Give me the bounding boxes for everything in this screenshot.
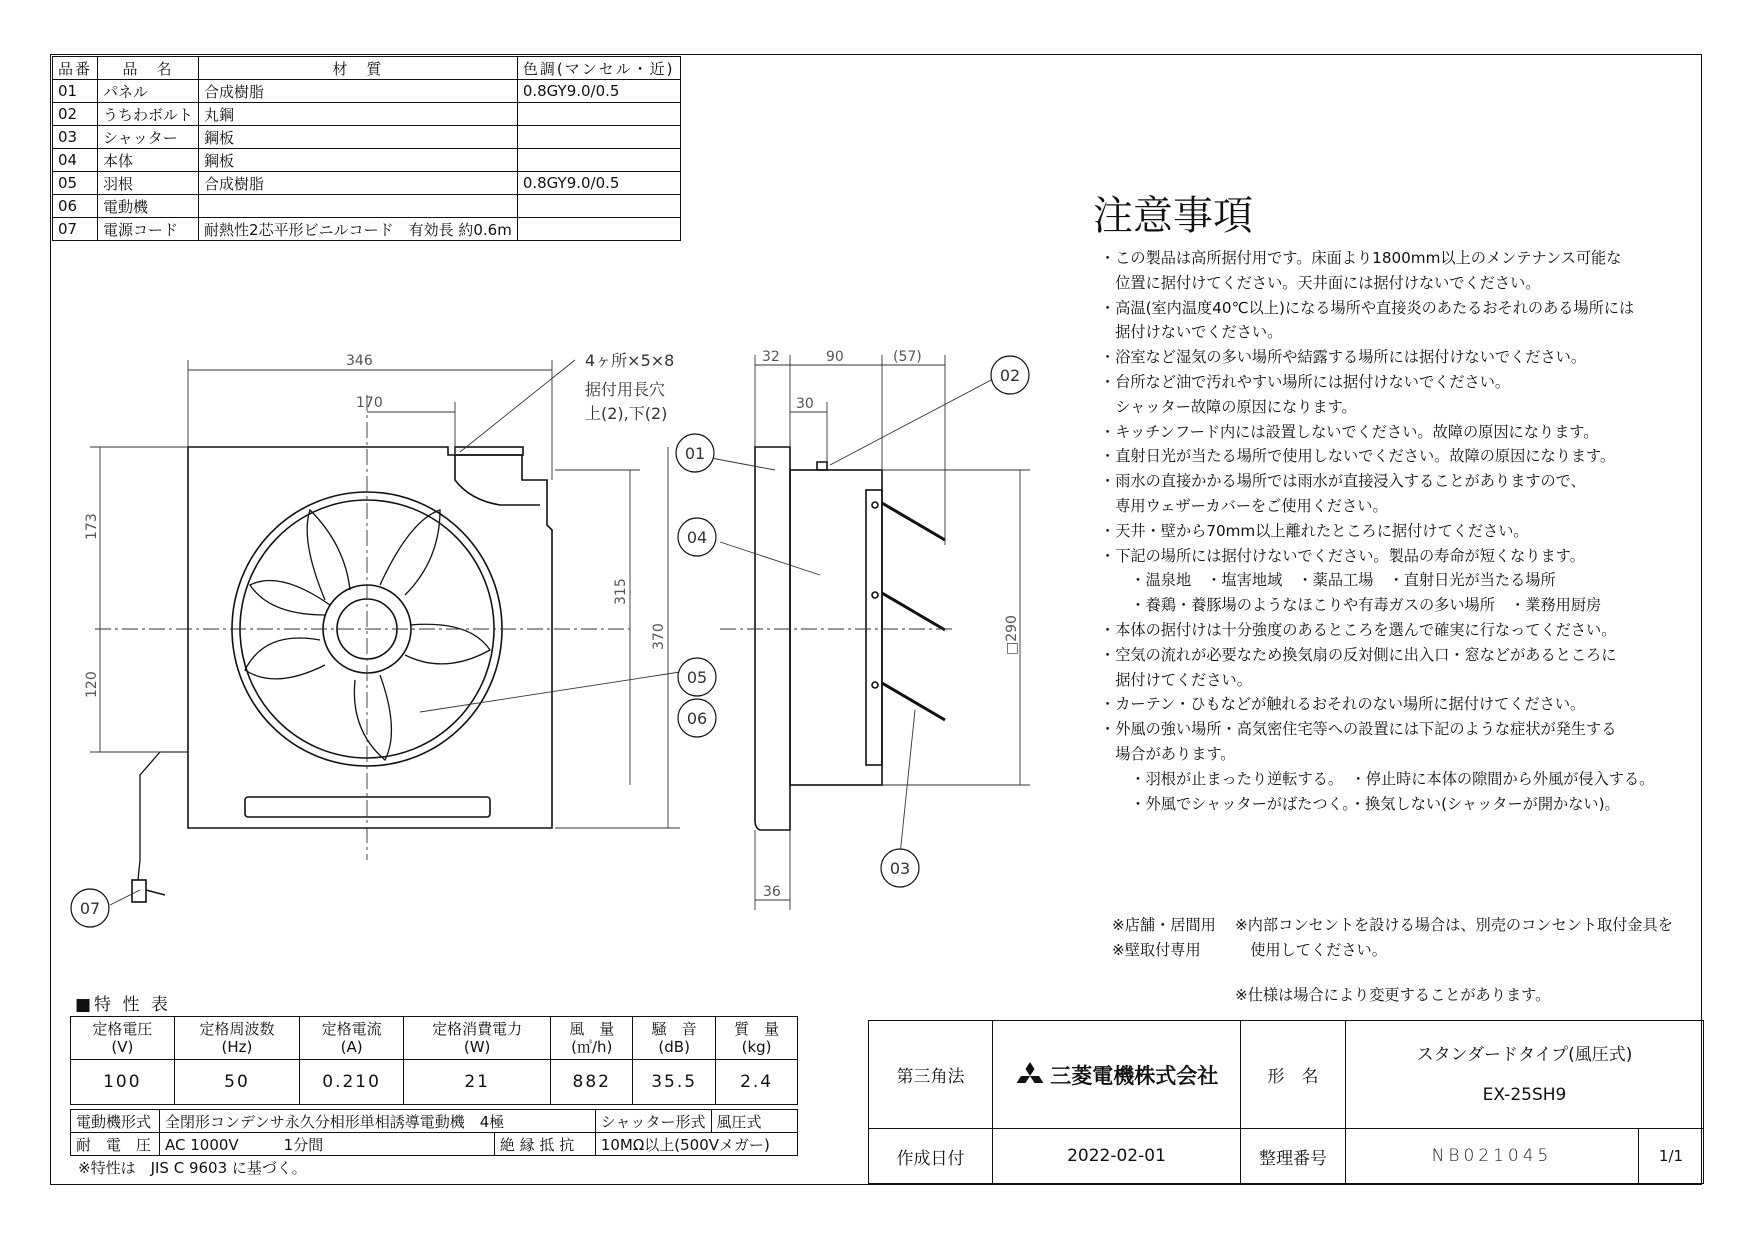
spec-change-note: ※仕様は場合により変更することがあります。 [1235,986,1551,1004]
spec-header-name: 定格周波数 [199,1020,275,1038]
header-part-no: 品番 [53,57,98,80]
spec-header-unit: (W) [463,1038,491,1056]
spec-header-name: 定格電圧 [92,1020,153,1038]
product-name: スタンダードタイプ(風圧式) [1416,1044,1633,1065]
shutter-label: シャッター形式 [595,1110,711,1133]
callout-03: 03 [889,859,911,878]
note-line: ・高温(室内温度40℃以上)になる場所や直接炎のあたるおそれのある場所には [1100,298,1635,317]
note-line: シャッター故障の原因になります。 [1100,397,1357,416]
spec-header-name: 定格消費電力 [432,1020,523,1038]
part-material: 合成樹脂 [199,172,518,195]
shutter-blades [882,503,945,720]
callout-07: 07 [79,899,101,918]
insulation-value: 10MΩ以上(500Vメガー) [595,1133,797,1156]
note-line: ・空気の流れが必要なため換気扇の反対側に出入口・窓などがあるところに [1100,645,1617,664]
note-line: 専用ウェザーカバーをご使用ください。 [1100,496,1388,515]
part-name: シャッター [98,126,199,149]
part-name: パネル [98,80,199,103]
notes-title: 注意事項 [1093,193,1253,239]
fan-blades [245,510,490,760]
outlet-note-1: ※内部コンセントを設ける場合は、別売のコンセント取付金具を [1235,916,1673,934]
spec-header-cell [300,1017,404,1060]
dim-370: 370 [651,623,667,650]
company-logo [993,1021,1241,1129]
note-line: 据付けてください。 [1100,670,1252,689]
spec-header-unit: (Hz) [221,1038,253,1056]
note-line: 場合があります。 [1100,744,1236,763]
spec-value-cell: 0.210 [300,1060,404,1105]
spec-header-unit: (㎥/h) [571,1038,613,1056]
motor-value: 全閉形コンデンサ永久分相形単相誘導電動機 4極 [160,1110,596,1133]
part-color: 0.8GY9.0/0.5 [517,172,680,195]
dim-170: 170 [356,395,383,411]
spec-value-cell: 50 [174,1060,300,1105]
spec-value-cell: 21 [403,1060,550,1105]
note-line: ・本体の据付けは十分強度のあるところを選んで確実に行なってください。 [1100,620,1617,639]
title-block [868,1020,1704,1184]
model-label: 形 名 [1241,1021,1346,1129]
spec-value-cell: 100 [71,1060,175,1105]
part-no: 04 [53,149,98,172]
note-line: 位置に据付けてください。天井面には据付けないでください。 [1100,273,1541,292]
callout-06: 06 [686,709,708,728]
part-name: 電源コード [98,218,199,241]
spec-value-cell: 882 [551,1060,633,1105]
part-no: 01 [53,80,98,103]
projection-method: 第三角法 [869,1021,993,1129]
dim-32: 32 [762,349,780,365]
spec-table-title: ■特 性 表 [75,995,171,1015]
page-number: 1/1 [1639,1129,1704,1184]
spec-header-unit: (kg) [741,1038,772,1056]
mitsubishi-logo-icon [1015,1062,1045,1088]
dim-90: 90 [826,349,844,365]
note-line: ・羽根が止まったり逆転する。 ・停止時に本体の隙間から外風が侵入する。 [1100,769,1655,788]
spec-table-values [71,1060,798,1105]
part-no: 07 [53,218,98,241]
spec-table-extra [70,1109,798,1156]
spec-header-name: 定格電流 [321,1020,382,1038]
date-value: 2022-02-01 [993,1129,1241,1184]
note-line: 据付けないでください。 [1100,323,1283,342]
spec-header-name: 質 量 [734,1020,780,1038]
side-view-panel [755,447,790,830]
note-line: ・カーテン・ひもなどが触れるおそれのない場所に据付けてください。 [1100,695,1586,714]
spec-header-cell [716,1017,798,1060]
dim-57: (57) [893,349,922,365]
spec-header-cell [174,1017,300,1060]
note-line: ・養鶏・養豚場のようなほこりや有毒ガスの多い場所 ・業務用厨房 [1100,596,1602,615]
number-label: 整理番号 [1241,1129,1346,1184]
note-line: ・キッチンフード内には設置しないでください。故障の原因になります。 [1100,422,1599,441]
spec-header-cell [551,1017,633,1060]
drawing-number: NB021045 [1346,1129,1639,1184]
dim-315: 315 [613,578,629,605]
header-part-name: 品 名 [98,57,199,80]
part-material: 耐熱性2芯平形ビニルコード 有効長 約0.6m [199,218,518,241]
spec-footnote: ※特性は JIS C 9603 に基づく。 [78,1159,307,1177]
note-line: ・浴室など湿気の多い場所や結露する場所には据付けないでください。 [1100,348,1586,367]
part-material: 丸鋼 [199,103,518,126]
note-line: ・天井・壁から70mm以上離れたところに据付けてください。 [1100,521,1529,540]
motor-label: 電動機形式 [71,1110,160,1133]
date-label: 作成日付 [869,1129,993,1184]
spec-value-cell: 35.5 [633,1060,716,1105]
part-material: 鋼板 [199,126,518,149]
dim-30: 30 [796,396,814,412]
note-line: ・この製品は高所据付用です。床面より1800mm以上のメンテナンス可能な [1100,249,1622,267]
dim-120: 120 [84,671,100,698]
model-number: EX-25SH9 [1482,1084,1567,1105]
part-name: 羽根 [98,172,199,195]
spec-header-name: 騒 音 [651,1020,697,1038]
callout-01: 01 [684,444,706,463]
spec-value-cell: 2.4 [716,1060,798,1105]
spec-header-unit: (V) [111,1038,134,1056]
header-color: 色調(マンセル・近) [517,57,680,80]
spec-table-header [71,1017,798,1060]
usage-note-1: ※店舗・居間用 [1112,916,1216,934]
voltage-label: 耐 電 圧 [71,1133,160,1156]
part-material: 鋼板 [199,149,518,172]
callout-05: 05 [686,668,708,687]
spec-header-unit: (A) [340,1038,363,1056]
usage-note-2: ※壁取付専用 [1112,941,1201,959]
hole-note-3: 上(2),下(2) [585,404,668,423]
dim-290: □290 [1004,615,1020,655]
hole-note-2: 据付用長穴 [585,380,666,399]
part-name: 電動機 [98,195,199,218]
part-no: 05 [53,172,98,195]
shutter-value: 風圧式 [711,1110,798,1133]
hole-note-1: 4ヶ所×5×8 [585,351,675,370]
note-line: ・外風でシャッターがばたつく。・換気しない(シャッターが開かない)。 [1100,794,1620,813]
notes-list [1100,246,1654,816]
spec-header-cell [633,1017,716,1060]
part-name: うちわボルト [98,103,199,126]
front-grille-slot [245,797,490,817]
note-line: ・下記の場所には据付けないでください。製品の寿命が短くなります。 [1100,546,1585,565]
dim-346: 346 [346,353,373,369]
spec-header-cell [403,1017,550,1060]
voltage-value: AC 1000V 1分間 [160,1133,495,1156]
part-no: 06 [53,195,98,218]
dim-173: 173 [84,513,100,540]
header-material: 材 質 [199,57,518,80]
insulation-label: 絶 縁 抵 抗 [494,1133,595,1156]
callout-02: 02 [999,366,1021,385]
spec-header-name: 風 量 [569,1020,615,1038]
product-cell [1346,1021,1704,1129]
part-no: 03 [53,126,98,149]
spec-header-unit: (dB) [658,1038,690,1056]
note-line: ・台所など油で汚れやすい場所には据付けないでください。 [1100,372,1511,391]
callout-04: 04 [686,528,708,547]
spec-table [70,1016,798,1105]
side-view-body [790,470,882,785]
dim-36: 36 [763,884,781,900]
note-line: ・外風の強い場所・高気密住宅等への設置には下記のような症状が発生する [1100,720,1617,739]
company-name: 三菱電機株式会社 [1050,1063,1219,1088]
part-name: 本体 [98,149,199,172]
outlet-note-2: 使用してください。 [1235,941,1387,959]
power-cord [138,752,188,880]
note-line: ・温泉地 ・塩害地域 ・薬品工場 ・直射日光が当たる場所 [1100,571,1556,590]
spec-header-cell [71,1017,175,1060]
part-no: 02 [53,103,98,126]
part-material: 合成樹脂 [199,80,518,103]
part-color: 0.8GY9.0/0.5 [517,80,680,103]
note-line: ・雨水の直接かかる場所では雨水が直接浸入することがありますので、 [1100,472,1586,491]
note-line: ・直射日光が当たる場所で使用しないでください。故障の原因になります。 [1100,447,1616,466]
